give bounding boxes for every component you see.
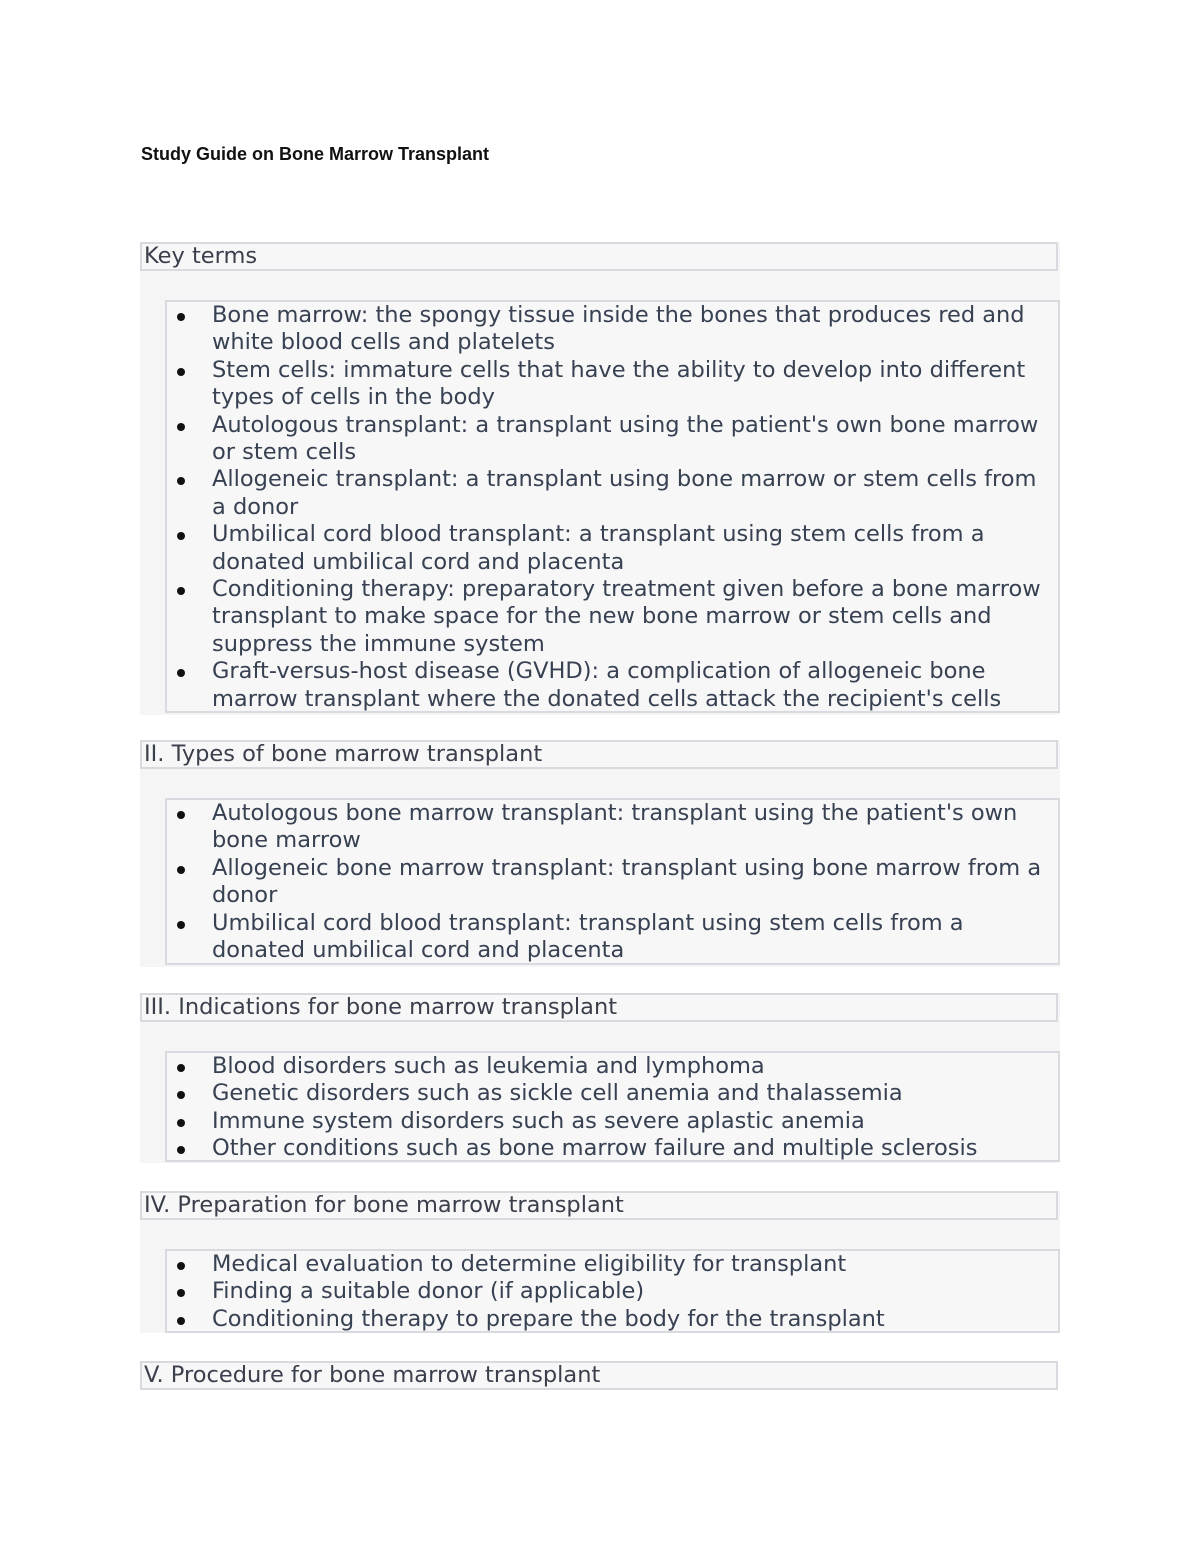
list-item: Genetic disorders such as sickle cell anemia and thalassemia [167, 1080, 1058, 1107]
list-item: Allogeneic transplant: a transplant using bone marrow or stem cells from a donor [167, 466, 1058, 521]
bullet-icon [177, 669, 185, 677]
bullet-icon [177, 477, 185, 485]
list-item: Finding a suitable donor (if applicable) [167, 1278, 1058, 1305]
list-item: Umbilical cord blood transplant: a transplant using stem cells from a donated umbilical cord and placenta [167, 521, 1058, 576]
list-item: Conditioning therapy to prepare the body for the transplant [167, 1306, 1058, 1333]
section-heading-preparation: IV. Preparation for bone marrow transplant [140, 1191, 1058, 1220]
list-item: Stem cells: immature cells that have the ability to develop into different types of cells in the body [167, 357, 1058, 412]
document-title: Study Guide on Bone Marrow Transplant [141, 144, 490, 164]
bullet-icon [177, 921, 185, 929]
list-item: Graft-versus-host disease (GVHD): a complication of allogeneic bone marrow transplant where the donated cells attack the recipient's cells [167, 658, 1058, 713]
bullet-icon [177, 1317, 185, 1325]
bullet-icon [177, 811, 185, 819]
bullet-icon [177, 313, 185, 321]
types-list [165, 798, 1060, 965]
bullet-icon [177, 423, 185, 431]
preparation-list [165, 1249, 1060, 1333]
section-heading-key-terms: Key terms [140, 242, 1058, 271]
bullet-icon [177, 1091, 185, 1099]
list-item: Allogeneic bone marrow transplant: transplant using bone marrow from a donor [167, 855, 1058, 910]
list-item: Autologous transplant: a transplant using the patient's own bone marrow or stem cells [167, 412, 1058, 467]
bullet-icon [177, 1064, 185, 1072]
list-item: Medical evaluation to determine eligibility for transplant [167, 1251, 1058, 1278]
list-item: Umbilical cord blood transplant: transplant using stem cells from a donated umbilical cord and placenta [167, 910, 1058, 965]
section-heading-indications: III. Indications for bone marrow transplant [140, 993, 1058, 1022]
list-item: Autologous bone marrow transplant: transplant using the patient's own bone marrow [167, 800, 1058, 855]
bullet-icon [177, 532, 185, 540]
list-item: Bone marrow: the spongy tissue inside the bones that produces red and white blood cells and platelets [167, 302, 1058, 357]
section-heading-procedure: V. Procedure for bone marrow transplant [140, 1361, 1058, 1390]
bullet-icon [177, 1289, 185, 1297]
bullet-icon [177, 1262, 185, 1270]
key-terms-list [165, 300, 1060, 713]
list-item: Conditioning therapy: preparatory treatment given before a bone marrow transplant to make space for the new bone marrow or stem cells and suppress the immune system [167, 576, 1058, 658]
bullet-icon [177, 1119, 185, 1127]
list-item: Immune system disorders such as severe aplastic anemia [167, 1108, 1058, 1135]
bullet-icon [177, 368, 185, 376]
list-item: Other conditions such as bone marrow failure and multiple sclerosis [167, 1135, 1058, 1162]
indications-list [165, 1051, 1060, 1162]
list-item: Blood disorders such as leukemia and lymphoma [167, 1053, 1058, 1080]
bullet-icon [177, 866, 185, 874]
section-heading-types: II. Types of bone marrow transplant [140, 740, 1058, 769]
bullet-icon [177, 587, 185, 595]
bullet-icon [177, 1146, 185, 1154]
